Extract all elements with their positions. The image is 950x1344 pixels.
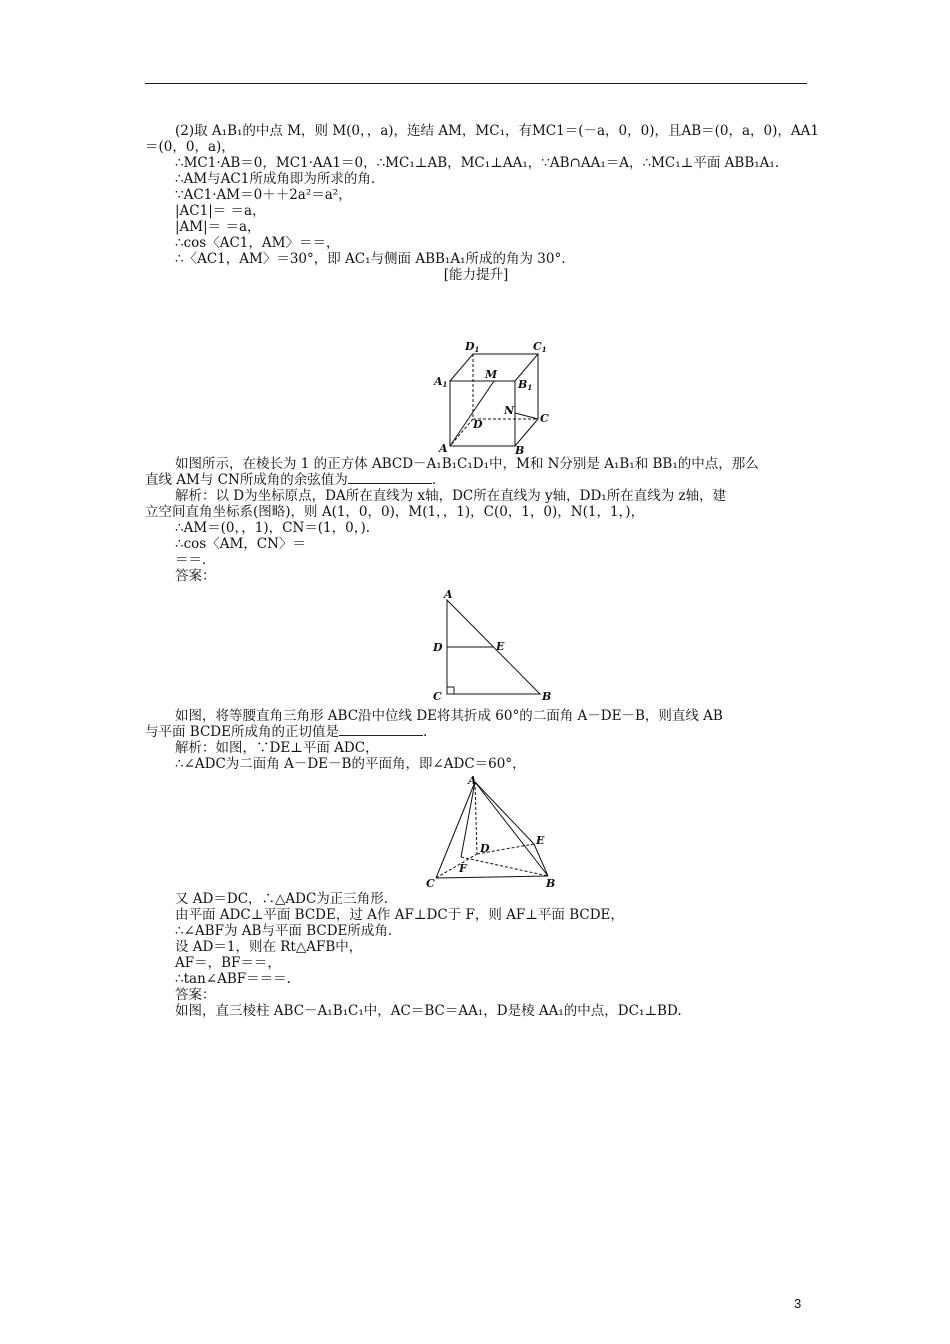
label-F: F — [459, 862, 467, 875]
text-line: 答案： — [175, 568, 216, 584]
text-line: 直线 AM与 CN所成角的余弦值为 . — [145, 472, 437, 488]
label-A: A — [468, 774, 477, 787]
label-D: D — [480, 842, 490, 855]
text-line: |AC1|＝ ＝a， — [175, 203, 266, 219]
label-E: E — [536, 834, 545, 847]
text-line: ＝(0，0，a)， — [145, 139, 235, 155]
triangle-figure — [428, 588, 558, 704]
section-heading: [能力提升] — [443, 267, 509, 283]
text-line: ∴MC1·AB＝0，MC1·AA1＝0，∴MC₁⊥AB，MC₁⊥AA₁，∵AB∩AA₁＝A，∴MC₁⊥平面 ABB₁A₁. — [175, 155, 780, 171]
label-B: B — [515, 444, 525, 456]
cube-bottom-right-edge — [515, 419, 538, 446]
text-line: ∴tan∠ABF＝＝＝. — [175, 971, 291, 987]
label-D1: D1 — [465, 340, 480, 354]
label-C: C — [426, 877, 435, 890]
text-line: (2)取 A₁B₁的中点 M，则 M(0，，a)，连结 AM，MC₁，有MC1＝(－a，0，0)，且AB＝(0，a，0)，AA1 — [175, 123, 820, 139]
problem-2 — [145, 708, 807, 772]
label-A: A — [444, 588, 453, 601]
text-line: 答案： — [175, 987, 216, 1003]
text-line: ∴∠ABF为 AB与平面 BCDE所成角. — [175, 923, 393, 939]
text-line: 解析：如图，∵DE⊥平面 ADC， — [175, 740, 379, 756]
text-line: 如图，直三棱柱 ABC－A₁B₁C₁中，AC＝BC＝AA₁，D是棱 AA₁的中点，DC₁⊥BD. — [175, 1003, 682, 1019]
text-line: 如图，将等腰直角三角形 ABC沿中位线 DE将其折成 60°的二面角 A－DE－B，则直线 AB — [175, 708, 723, 724]
cube-figure — [430, 336, 550, 456]
text-line: 又 AD＝DC，∴△ADC为正三角形. — [175, 891, 389, 907]
label-C: C — [540, 412, 549, 425]
segment-AF — [461, 782, 475, 857]
problem-2-continued — [145, 891, 807, 1019]
text-line: AF＝，BF＝＝， — [175, 955, 281, 971]
text-line: ∵AC1·AM＝0＋＋2a²＝a²， — [175, 187, 352, 203]
label-C: C — [433, 690, 442, 703]
answer-blank — [348, 472, 432, 484]
label-B1: B1 — [518, 378, 533, 392]
text-line: |AM|＝ ＝a， — [175, 219, 261, 235]
text-line: ∴〈AC1，AM〉＝30°，即 AC₁与侧面 ABB₁A₁所成的角为 30°. — [175, 251, 566, 267]
label-A1: A1 — [434, 375, 448, 389]
text-line: ∴∠ADC为二面角 A－DE－B的平面角，即∠ADC＝60°， — [175, 756, 526, 772]
text-line: ∴AM＝(0，，1)，CN＝(1，0，). — [175, 520, 371, 536]
text-line: ∴cos〈AM，CN〉＝ — [175, 536, 306, 552]
right-angle-mark — [447, 687, 454, 694]
answer-blank — [339, 724, 423, 736]
header-rule — [145, 83, 807, 84]
text-line: ∴AM与AC1所成角即为所求的角. — [175, 171, 376, 187]
label-E: E — [496, 640, 505, 653]
segment-CN — [515, 413, 538, 419]
label-N: N — [504, 404, 515, 417]
label-C1: C1 — [533, 340, 547, 354]
page-number: 3 — [794, 1296, 802, 1311]
text-line: ∴cos〈AC1，AM〉＝＝， — [175, 235, 340, 251]
label-A: A — [439, 442, 448, 455]
text-line: ＝＝. — [175, 552, 207, 568]
label-D: D — [433, 641, 443, 654]
label-B: B — [546, 877, 556, 890]
solution-part-2 — [145, 123, 820, 283]
label-M: M — [485, 368, 498, 381]
text-line: 立空间直角坐标系(图略)，则 A(1，0，0)，M(1，，1)，C(0，1，0)，N(1，1，)， — [145, 504, 645, 520]
pyramid-figure — [424, 774, 564, 890]
problem-1 — [145, 456, 807, 584]
text-line: 设 AD＝1，则在 Rt△AFB中， — [175, 939, 363, 955]
text-line: 解析：以 D为坐标原点，DA所在直线为 x轴，DC所在直线为 y轴，DD₁所在直线为 z轴，建 — [175, 488, 727, 504]
segment-AM — [450, 381, 494, 446]
label-D: D — [473, 418, 483, 431]
text-line: 与平面 BCDE所成角的正切值是 . — [145, 724, 428, 740]
text-line: 由平面 ADC⊥平面 BCDE，过 A作 AF⊥DC于 F，则 AF⊥平面 BCDE， — [175, 907, 624, 923]
text-line: 如图所示，在棱长为 1 的正方体 ABCD－A₁B₁C₁D₁中，M和 N分别是 A₁B₁和 BB₁的中点，那么 — [175, 456, 759, 472]
label-B: B — [542, 690, 552, 703]
